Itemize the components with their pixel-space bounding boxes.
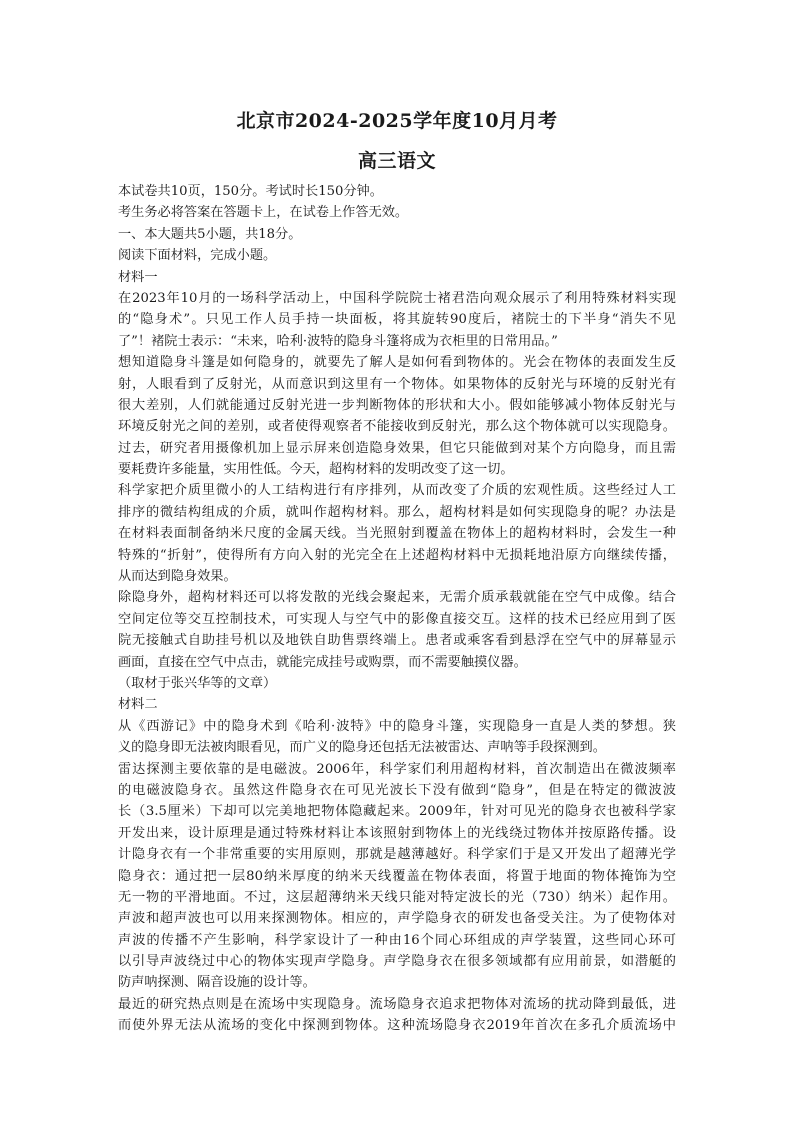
text-line: 排序的微结构组成的介质，就叫作超构材料。那么，超构材料是如何实现隐身的呢？办法是	[118, 504, 676, 520]
text-line: 考生务必将答案在答题卡上，在试卷上作答无效。	[118, 205, 409, 221]
text-line: 特殊的“折射”，使得所有方向入射的光完全在上述超构材料中无损耗地沿原方向继续传播，	[118, 547, 676, 563]
text-line: 而使外界无法从流场的变化中探测到物体。这种流场隐身衣2019年首次在多孔介质流场中	[118, 1018, 676, 1034]
text-line: 开发出来，设计原理是通过特殊材料让本该照射到物体上的光线绕过物体并按原路传播。设	[118, 825, 676, 841]
text-line: 院无接触式自助挂号机以及地铁自助售票终端上。患者或乘客看到悬浮在空气中的屏幕显示	[118, 633, 676, 649]
passage-body	[118, 181, 676, 1037]
text-line: 射，人眼看到了反射光，从而意识到这里有一个物体。如果物体的反射光与环境的反射光有	[118, 376, 676, 392]
text-line: （取材于张兴华等的文章）	[118, 675, 277, 691]
text-line: 一、本大题共5小题，共18分。	[118, 226, 302, 242]
text-line: 科学家把介质里微小的人工结构进行有序排列，从而改变了介质的宏观性质。这些经过人工	[118, 483, 676, 499]
text-line: 的“隐身术”。只见工作人员手持一块面板，将其旋转90度后，褚院士的下半身“消失不见	[118, 312, 676, 328]
text-line: 环境反射光之间的差别，或者使得观察者不能接收到反射光，那么这个物体就可以实现隐身。	[118, 419, 676, 435]
text-line: 了”！褚院士表示：“未来，哈利·波特的隐身斗篷将成为衣柜里的日常用品。”	[118, 333, 558, 349]
exam-subject: 高三语文	[357, 150, 436, 172]
text-line: 画面，直接在空气中点击，就能完成挂号或购票，而不需要触摸仪器。	[118, 654, 527, 670]
text-line: 在材料表面制备纳米尺度的金属天线。当光照射到覆盖在物体上的超构材料时，会发生一种	[118, 526, 676, 542]
text-line: 雷达探测主要依靠的是电磁波。2006年，科学家们利用超构材料，首次制造出在微波频率	[118, 761, 676, 777]
text-line: 阅读下面材料，完成小题。	[118, 248, 277, 264]
text-line: 声波的传播不产生影响，科学家设计了一种由16个同心环组成的声学装置，这些同心环可	[118, 932, 676, 948]
text-line: 最近的研究热点则是在流场中实现隐身。流场隐身衣追求把物体对流场的扰动降到最低，进	[118, 996, 676, 1012]
exam-title: 北京市2024-2025学年度10月月考	[236, 110, 558, 132]
text-line: 除隐身外，超构材料还可以将发散的光线会聚起来，无需介质承载就能在空气中成像。结合	[118, 590, 676, 606]
text-line: 从《西游记》中的隐身术到《哈利·波特》中的隐身斗篷，实现隐身一直是人类的梦想。狭	[118, 718, 676, 734]
text-line: 很大差别，人们就能通过反射光进一步判断物体的形状和大小。假如能够减小物体反射光与	[118, 397, 676, 413]
text-line: 空间定位等交互控制技术，可实现人与空气中的影像直接交互。这样的技术已经应用到了医	[118, 611, 676, 627]
text-line: 的电磁波隐身衣。虽然这件隐身衣在可见光波长下没有做到“隐身”，但是在特定的微波波	[118, 782, 676, 798]
text-line: 在2023年10月的一场科学活动上，中国科学院院士褚君浩向观众展示了利用特殊材料实现	[118, 290, 676, 306]
text-line: 过去，研究者用摄像机加上显示屏来创造隐身效果，但它只能做到对某个方向隐身，而且需	[118, 440, 676, 456]
text-line: 隐身衣：通过把一层80纳米厚度的纳米天线覆盖在物体表面，将置于地面的物体掩饰为空	[118, 868, 676, 884]
text-line: 防声呐探测、隔音设施的设计等。	[118, 975, 316, 991]
text-line: 无一物的平滑地面。不过，这层超薄纳米天线只能对特定波长的光（730）纳米）起作用。	[118, 889, 676, 905]
text-line: 从而达到隐身效果。	[118, 569, 237, 585]
text-line: 本试卷共10页，150分。考试时长150分钟。	[118, 184, 383, 199]
text-line: 材料一	[118, 269, 158, 285]
text-line: 计隐身衣有一个非常重要的实用原则，那就是越薄越好。科学家们于是又开发出了超薄光学	[118, 847, 676, 863]
text-line: 义的隐身即无法被肉眼看见，而广义的隐身还包括无法被雷达、声呐等手段探测到。	[118, 740, 606, 756]
text-line: 想知道隐身斗篷是如何隐身的，就要先了解人是如何看到物体的。光会在物体的表面发生反	[118, 355, 676, 371]
text-line: 要耗费许多能量，实用性低。今天，超构材料的发明改变了这一切。	[118, 462, 514, 478]
text-line: 声波和超声波也可以用来探测物体。相应的，声学隐身衣的研发也备受关注。为了使物体对	[118, 911, 676, 927]
text-line: 以引导声波绕过中心的物体实现声学隐身。声学隐身衣在很多领域都有应用前景，如潜艇的	[118, 954, 676, 970]
text-line: 长（3.5厘米）下却可以完美地把物体隐藏起来。2009年，针对可见光的隐身衣也被科学家	[118, 804, 676, 820]
text-line: 材料二	[118, 697, 158, 713]
